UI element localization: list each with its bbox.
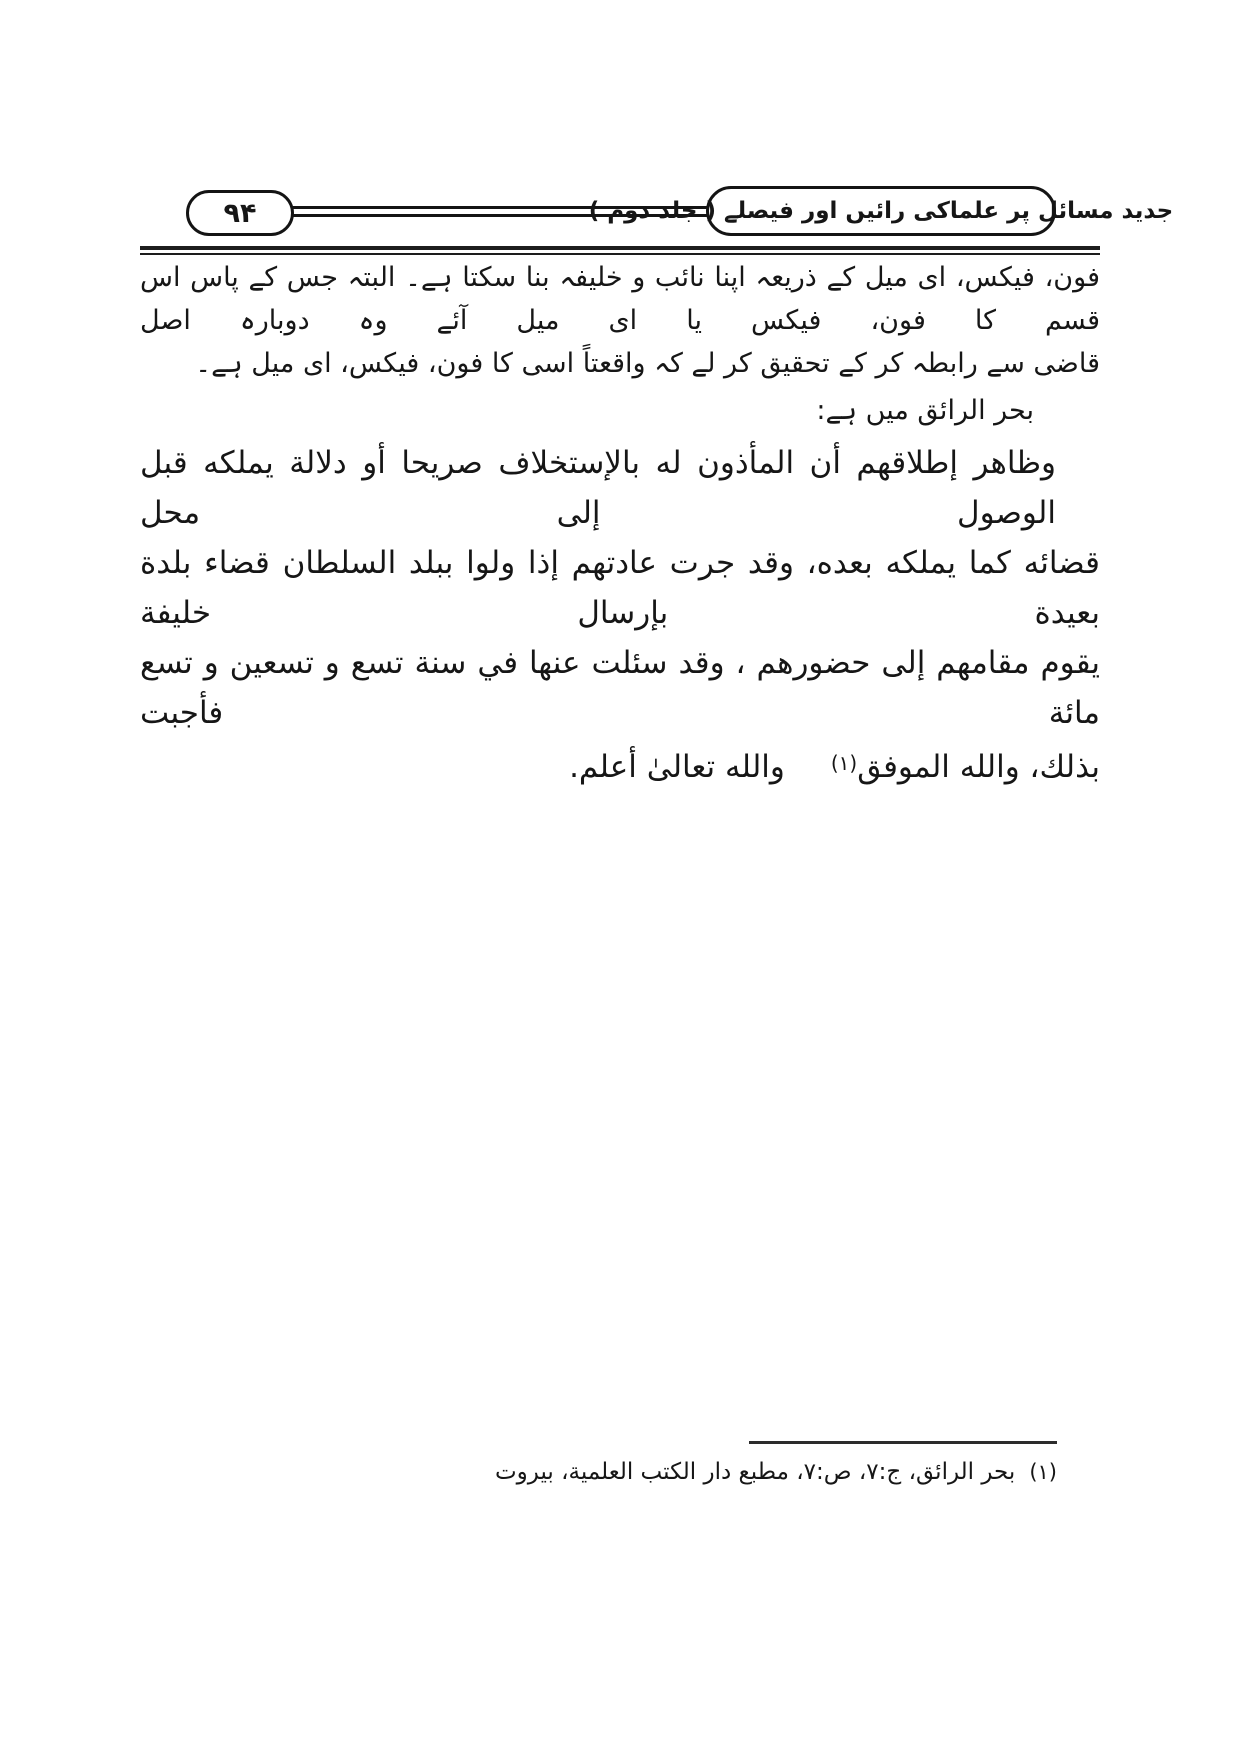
footnote-citation: بحر الرائق، ج:٧، ص:٧، مطبع دار الكتب العلمية، بيروت	[495, 1459, 1016, 1485]
urdu-line: فون، فیکس، ای میل کے ذریعہ اپنا نائب و خلیفہ بنا سکتا ہے۔ البتہ جس کے پاس اس قسم کا فون، فیکس یا ای میل آئے وہ دوبارہ اصل	[140, 262, 1100, 336]
arabic-closing-phrase: والله تعالىٰ أعلم.	[569, 749, 785, 785]
book-title-cartouche	[588, 186, 1174, 236]
footnote-number: (١)	[1029, 1460, 1057, 1484]
page-number-badge	[186, 190, 294, 236]
urdu-paragraph	[140, 256, 1100, 385]
arabic-line: يقوم مقامهم إلى حضورهم ، وقد سئلت عنها في سنة تسع و تسعين و تسع مائة فأجبت	[140, 645, 1100, 731]
urdu-line: قاضی سے رابطہ کر کے تحقیق کر لے کہ واقعتاً اسی کا فون، فیکس، ای میل ہے۔	[195, 348, 1100, 379]
source-intro-line: بحر الرائق میں ہے:	[816, 395, 1034, 426]
page-content	[140, 256, 1100, 792]
arabic-line: قضائه كما يملكه بعده، وقد جرت عادتهم إذا ولوا ببلد السلطان قضاء بلدة بعيدة بإرسال خليفة	[140, 545, 1100, 631]
footnote-separator-rule	[749, 1441, 1057, 1444]
footnote	[495, 1451, 1057, 1493]
arabic-line: وظاهر إطلاقهم أن المأذون له بالإستخلاف صريحا أو دلالة يملكه قبل الوصول إلى محل	[140, 445, 1056, 531]
arabic-quotation	[140, 438, 1100, 792]
footnote-reference-marker: (١)	[830, 751, 858, 775]
arabic-last-line	[140, 738, 1100, 792]
book-title: جدید مسائل پر علماکی رائیں اور فیصلے ( جلد دوم )	[588, 198, 1174, 224]
header-separator-rule	[140, 246, 1100, 255]
page-number: ۹۴	[223, 197, 257, 229]
arabic-last-line-text: بذلك، والله الموفق	[857, 749, 1100, 785]
